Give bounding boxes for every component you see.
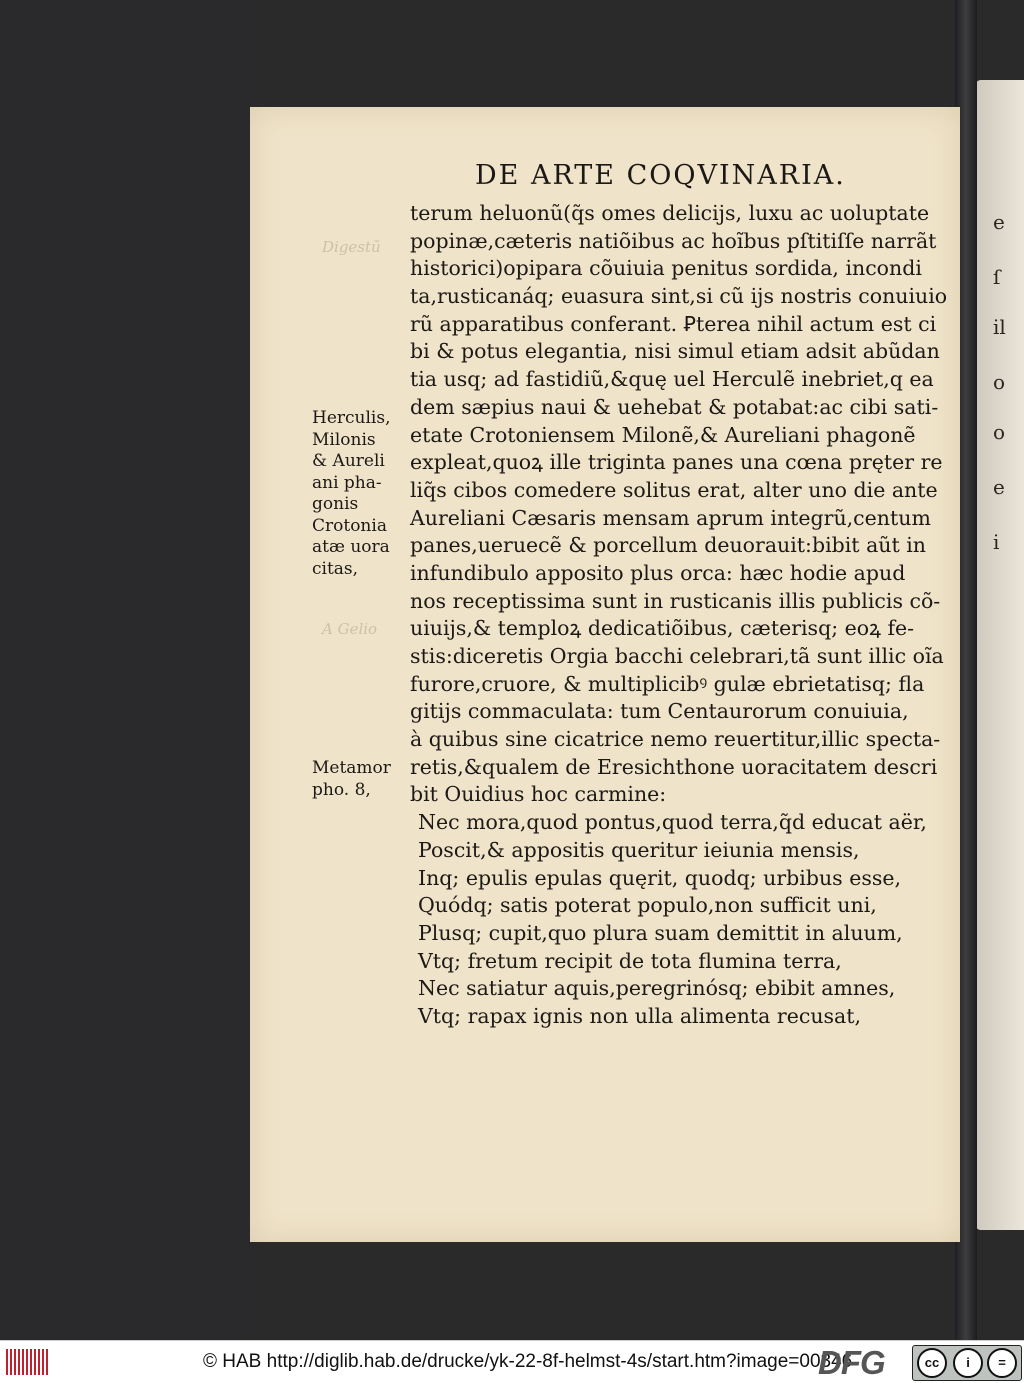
bleed-through-text: A Gelio xyxy=(322,620,378,638)
text-line: infundibulo apposito plus orca: hæc hodie apud xyxy=(410,560,906,585)
text-line: rũ apparatibus conferant. Ꝑterea nihil actum est ci xyxy=(410,311,937,336)
verse-lines xyxy=(410,809,938,1031)
text-line: Vtq; rapax ignis non ulla alimenta recusat, xyxy=(418,1003,862,1028)
margin-note-line: citas, xyxy=(312,558,359,579)
text-line: panes,ueruecẽ & porcellum deuorauit:bibit aũt in xyxy=(410,533,927,558)
margin-note-line: Herculis, xyxy=(312,408,391,428)
share-alike-icon: = xyxy=(987,1348,1017,1378)
margin-note-metamorphoses xyxy=(312,758,407,801)
copyright-url[interactable]: © HAB http://diglib.hab.de/drucke/yk-22-8f-helmst-4s/start.htm?image=00346 xyxy=(203,1351,853,1372)
text-line: ta,rusticanáq; euasura sint,si cũ ijs nostris conuiuio xyxy=(410,284,948,309)
text-line: Nec satiatur aquis,peregrinósq; ebibit amnes, xyxy=(418,976,896,1001)
text-line: retis,&qualem de Eresichthone uoracitatem descri xyxy=(410,754,938,779)
text-line: terum heluonũ(q̃s omes delicijs, luxu ac uoluptate xyxy=(410,201,930,225)
margin-note-line: pho. 8, xyxy=(312,779,371,800)
margin-note-line: Metamor xyxy=(312,758,391,778)
viewer-footer xyxy=(0,1340,1024,1383)
text-line: Aureliani Cæsaris mensam aprum integrũ,centum xyxy=(410,505,931,530)
hab-logo-icon xyxy=(6,1349,48,1375)
text-line: expleat,quoꝝ ille triginta panes una cœna pręter re xyxy=(410,450,943,475)
text-line: stis:diceretis Orgia bacchi celebrari,tã sunt illic oĩa xyxy=(410,644,944,668)
cc-license-badge[interactable] xyxy=(912,1345,1022,1381)
text-line: tia usq; ad fastidiũ,&quę uel Herculẽ inebriet,q ea xyxy=(410,367,934,392)
main-text-block xyxy=(410,200,948,1031)
cc-icon: cc xyxy=(917,1348,947,1378)
margin-note-line: gonis xyxy=(312,494,359,514)
dfg-logo: DFG xyxy=(818,1344,885,1381)
adjacent-page-edge: e ſ il o o e i xyxy=(975,80,1024,1230)
text-line: liq̃s cibos comedere solitus erat, alter uno die ante xyxy=(410,477,938,502)
margin-note-line: & Aureli xyxy=(312,451,385,471)
scan-backdrop xyxy=(0,0,250,1340)
text-line: etate Crotoniensem Milonẽ,& Aureliani phagonẽ xyxy=(410,422,916,447)
attribution-icon: i xyxy=(953,1348,983,1378)
text-line: bi & potus elegantia, nisi simul etiam adsit abũdan xyxy=(410,339,940,364)
running-head: DE ARTE COQVINARIA. xyxy=(475,160,846,191)
text-line: dem sæpius naui & uehebat & potabat:ac cibi sati- xyxy=(410,394,939,419)
bleed-through-text: Digestũ xyxy=(322,238,381,256)
text-line: furore,cruore, & multiplicibꝰ gulæ ebrietatisq; fla xyxy=(410,671,925,696)
margin-note-line: ani pha- xyxy=(312,472,382,493)
text-line: Poscit,& appositis queritur ieiunia mensis, xyxy=(418,837,860,862)
text-line: uiuijs,& temploꝝ dedicatiõibus, cæterisq; eoꝝ fe- xyxy=(410,616,915,641)
margin-note-line: atæ uora xyxy=(312,537,390,557)
text-line: historici)opipara cõuiuia penitus sordida, incondi xyxy=(410,256,922,281)
margin-note-line: Milonis xyxy=(312,429,376,450)
margin-note-line: Crotonia xyxy=(312,515,387,536)
text-line: bit Ouidius hoc carmine: xyxy=(410,782,667,807)
text-line: popinæ,cæteris natiõibus ac hoĩbus pſtitiſſe narrãt xyxy=(410,228,937,253)
text-line: Vtq; fretum recipit de tota flumina terra, xyxy=(418,948,842,973)
margin-note-hercules xyxy=(312,408,407,580)
text-line: à quibus sine cicatrice nemo reuertitur,illic specta- xyxy=(410,727,941,752)
text-line: Nec mora,quod pontus,quod terra,q̃d educat aër, xyxy=(418,810,927,835)
prose-lines xyxy=(410,200,948,809)
text-line: Quódq; satis poterat populo,non sufficit uni, xyxy=(418,893,877,918)
text-line: gitijs commaculata: tum Centaurorum conuiuia, xyxy=(410,699,909,724)
text-line: Inq; epulis epulas quęrit, quodq; urbibus esse, xyxy=(418,865,902,890)
text-line: nos receptissima sunt in rusticanis illis publicis cõ- xyxy=(410,588,941,613)
text-line: Plusq; cupit,quo plura suam demittit in aluum, xyxy=(418,920,903,945)
